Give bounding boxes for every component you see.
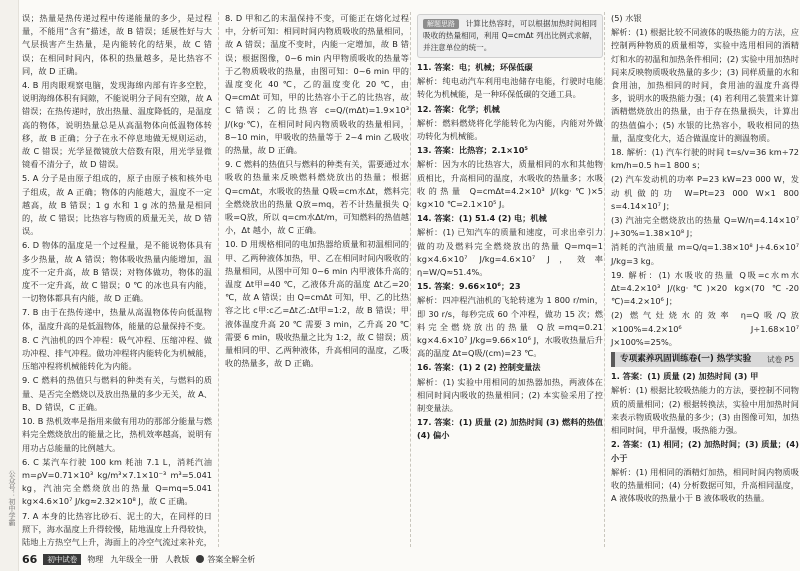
paragraph: 7. B 由于在热传递中，热量从高温物体传向低温物体，温度升高的是低温物体，能量的总量保持不变。	[22, 307, 212, 331]
paragraph: 4. B 用肉眼观察电脑，发现海绵内部有许多空腔，说明海绵体积有间隙，不能说明分子间有空隙，故 A 错误；在热传递时，放出热量、温度降低的，是温度高的物体，说明热量总是从高温物体向低温物体转移，故 B 正确；分子在永不停息地做无规则运动，故 C 错误；光学显微镜放大倍数有限，用光学显微镜看不清分子，故 D 错误。	[22, 80, 212, 170]
vertical-watermark-text: 公众号：初中学霸	[8, 470, 16, 526]
paragraph: 解析：(1) 用相同的酒精灯加热，相同时间内物质吸收的热量相同；(4) 分析数据可知，升高相同温度，A 液体吸收的热量小于 B 液体吸收的热量。	[611, 466, 799, 504]
paragraph: (2) 燃气灶烧水的效率 η=Q吸/Q放×100%=4.2×10⁶ J÷1.68×10⁷ J×100%=25%。	[611, 310, 799, 347]
paragraph: 解析：(1) 已知汽车的质量和速度，可求出牵引力做的功及燃料完全燃烧放出的热量 Q=mq=1 kg×4.6×10⁷ J/kg=4.6×10⁷ J，效率 η=W/Q≈51.4%。	[417, 227, 603, 278]
column-4	[604, 12, 799, 547]
paragraph: 10. D 用规格相同的电加热器给质量和初温相同的甲、乙两种液体加热，甲、乙在相同时间内吸收的热量相同，从图中可知 0~6 min 内甲液体升高的温度 Δt甲=40 ℃，乙液体升高的温度 Δt乙=20 ℃，故 A 错误；由 Q=cmΔt 可知，甲、乙的比热容之比 c甲:c乙=Δt乙:Δt甲=1:2，故 B 错误；甲液体温度升高 20 ℃ 需要 3 min，乙升高 20 ℃ 需要 6 min，吸收热量之比为 1:2，故 C 错误；质量相同的甲、乙两种液体，升高相同的温度，乙吸收的热量多，故 D 正确。	[225, 239, 409, 369]
column-3	[410, 12, 603, 547]
brand-label: 初中试卷	[43, 554, 81, 565]
paragraph: 解析：燃料燃烧将化学能转化为内能，内能对外做功转化为机械能。	[417, 117, 603, 142]
paragraph: 解析：(1) 根据比较吸热能力的方法，要控制不同物质的质量相同；(2) 根据转换法，实验中用加热时间来表示物质吸收热量的多少；(3) 由图像可知，加热相同时间，甲升温慢，吸热能力强。	[611, 385, 799, 436]
left-margin-strip	[0, 0, 19, 571]
paragraph: (3) 汽油完全燃烧放出的热量 Q=W/η=4.14×10⁷ J÷30%=1.38×10⁸ J；	[611, 215, 799, 239]
answer-line: 11. 答案：电；机械；环保低碳	[417, 62, 533, 72]
paragraph: 解析：因为水的比热容大，质量相同的水和其他物质相比，升高相同的温度，水吸收的热量多；水吸收的热量 Q=cmΔt=4.2×10³ J/(kg·℃)×5 kg×10 ℃=2.1×10⁵ J。	[417, 159, 603, 210]
edition-label: 人教版	[165, 554, 190, 564]
column-2	[218, 12, 409, 547]
paragraph: 6. D 物体的温度是一个过程量，是不能说物体具有多少热量，故 A 错误；物体吸收热量内能增加，温度不一定升高，故 B 错误；对物体做功，物体的温度不一定升高，故 C 错误；0 ℃ 的冰也具有内能，一切物体都具有内能，故 D 正确。	[22, 240, 212, 304]
paragraph: 8. C 汽油机的四个冲程：吸气冲程、压缩冲程、做功冲程、排气冲程。做功冲程将内能转化为机械能，压缩冲程将机械能转化为内能。	[22, 334, 212, 372]
answer-line: 17. 答案：(1) 质量 (2) 加热时间 (3) 燃料的热值 (4) 偏小	[417, 417, 603, 441]
answer-line: 13. 答案：比热容；2.1×10⁵	[417, 145, 529, 156]
paragraph: 6. C 某汽车行驶 100 km 耗油 7.1 L，消耗汽油 m=ρV=0.71×10³ kg/m³×7.1×10⁻³ m³=5.041 kg，汽油完全燃烧放出的热量 Q=mq=5.041 kg×4.6×10⁷ J/kg≈2.32×10⁸ J，故 C 正确。	[22, 456, 212, 507]
paragraph: 7. A 本身的比热容比砂石、泥土的大，在同样的日照下，海水温度上升得较慢，陆地温度上升得较快，陆地上方热空气上升，海面上的冷空气流过来补充，	[22, 510, 212, 547]
solution-tip-box	[417, 14, 603, 58]
paragraph: (5) 水银	[611, 13, 642, 23]
answer-line: 14. 答案：(1) 51.4 (2) 电；机械	[417, 213, 547, 224]
subject-label: 物理	[87, 554, 104, 564]
section-title: 专项素养巩固训练卷(一) 热学实验	[620, 354, 752, 365]
paragraph: 5. A 分子是由原子组成的，原子由原子核和核外电子组成，故 A 正确；物体的内能越大，温度不一定越高，故 B 错误；1 g 水和 1 g 冰的热量是相同的，故 C 错误；比热容与物质的质量无关，故 D 错误。	[22, 173, 212, 237]
paragraph: 18. 解析：(1) 汽车行驶的时间 t=s/v=36 km÷72 km/h=0.5 h=1 800 s；	[611, 147, 799, 171]
paragraph: 误；热量是热传递过程中传递能量的多少，是过程量，不能用“含有”描述，故 B 错误；延展性好与大气层损害产生热量，是内能转化的结果，故 C 错误；在相同时间内，体积的热量越多，是比热容不同，故 D 正确。	[22, 13, 212, 76]
answer-page	[22, 12, 799, 547]
paragraph: 19. 解析：(1) 水吸收的热量 Q吸=c水m水Δt=4.2×10³ J/(kg·℃)×20 kg×(70 ℃-20 ℃)=4.2×10⁶ J；	[611, 269, 799, 307]
paragraph: 9. C 燃料的热值只与燃料的种类有关，与燃料的质量、是否完全燃烧以及放出热量的多少无关，故 A、B、D 错误，C 正确。	[22, 375, 212, 412]
section-page-ref: 试卷 P5	[766, 355, 794, 365]
answer-note-label: 答案全解全析	[207, 554, 256, 564]
tip-text: 计算比热容时，可以根据加热时间相同吸收的热量相同，利用 Q=cmΔt 列出比例式求解，并注意单位的统一。	[423, 19, 597, 52]
page-number: 66	[22, 552, 38, 566]
answer-line: 1. 答案：(1) 质量 (2) 加热时间 (3) 甲	[611, 371, 759, 382]
paragraph: 解析：(1) 实验中用相同的加热器加热，两液体在相同时间内吸收的热量相同；(2) 本实验采用了控制变量法。	[417, 376, 603, 414]
grade-label: 九年级全一册	[110, 554, 159, 564]
answer-line: 12. 答案：化学；机械	[417, 103, 500, 114]
paragraph: 消耗的汽油质量 m=Q/q=1.38×10⁸ J÷4.6×10⁷ J/kg=3 kg。	[611, 242, 799, 266]
answer-line: 2. 答案：(1) 相同；(2) 加热时间；(3) 质量；(4) 小于	[611, 439, 799, 463]
answer-line: 16. 答案：(1) 2 (2) 控制变量法	[417, 362, 541, 373]
tip-tag: 解题思路	[423, 19, 459, 29]
paragraph: 9. C 燃料的热值只与燃料的种类有关，需要通过水吸收的热量来反映燃料燃烧放出的热量；根据 Q=cmΔt，水吸收的热量 Q吸=cm水Δt，燃料完全燃烧放出的热量 Q放=mq，若不计热量损失 Q吸=Q放，所以 q=cm水Δt/m，可知燃料的热值越小，Δt 越小，故 C 正确。	[225, 159, 409, 236]
paragraph: 解析：四冲程汽油机的飞轮转速为 1 800 r/min，即 30 r/s，每秒完成 60 个冲程，做功 15 次；燃料完全燃烧放出的热量 Q放=mq=0.21 kg×4.6×10⁷ J/kg=9.66×10⁶ J，水吸收热量后升高的温度 Δt=Q吸/(cm)=23 ℃。	[417, 295, 603, 359]
paragraph: 解析：纯电动汽车利用电池储存电能，行驶时电能转化为机械能，是一种环保低碳的交通工具。	[417, 76, 603, 100]
page-footer	[22, 552, 382, 566]
section-header	[611, 352, 799, 367]
answer-line: 15. 答案：9.66×10⁶；23	[417, 281, 521, 292]
column-1	[22, 12, 212, 547]
paragraph: 10. B 热机效率是指用来做有用功的那部分能量与燃料完全燃烧放出的能量之比，热机效率越高，说明有用功占总能量的比例越大。	[22, 416, 212, 453]
paragraph: 8. D 甲和乙的末温保持不变，可能正在熔化过程中，分析可知：相同时间内物质吸收的热量相同，故 A 错误；温度不变时，内能一定增加，故 B 错误；根据图像，0~6 min 内甲物质吸收的热量等于乙物质吸收的热量，由图可知：0~6 min 甲的温度变化 40 ℃，乙的温度变化 20 ℃，由 Q=cmΔt 可知，甲的比热容小于乙的比热容，故 C 错误；乙的比热容 c=Q/(mΔt)=1.9×10³ J/(kg·℃)，在相同时间内物质吸收的热量相同，8~10 min，甲吸收的热量等于 2~4 min 乙吸收的热量，故 D 正确。	[225, 13, 409, 156]
bullet-icon	[196, 555, 204, 563]
paragraph: (2) 汽车发动机的功率 P=23 kW=23 000 W，发动机做的功 W=Pt=23 000 W×1 800 s=4.14×10⁷ J；	[611, 174, 799, 211]
paragraph: 解析：(1) 根据比较不同液体的吸热能力的方法，应控制两种物质的质量相等，实验中选用相同的酒精灯和水的初温和加热条件相同；(2) 实验中用加热时间来反映物质吸收热量的多少；(3) 同样质量的水和食用油，加热相同的时间，食用油的温度升高得多，说明水的吸热能力强；(4) 若利用乙装置来计算酒精燃烧放出的热量，由于存在热量损失，计算出的热值偏小；(5) 水银的比热容小，吸收相同的热量，温度变化大，适合做温度计的测温物质。	[611, 27, 799, 143]
